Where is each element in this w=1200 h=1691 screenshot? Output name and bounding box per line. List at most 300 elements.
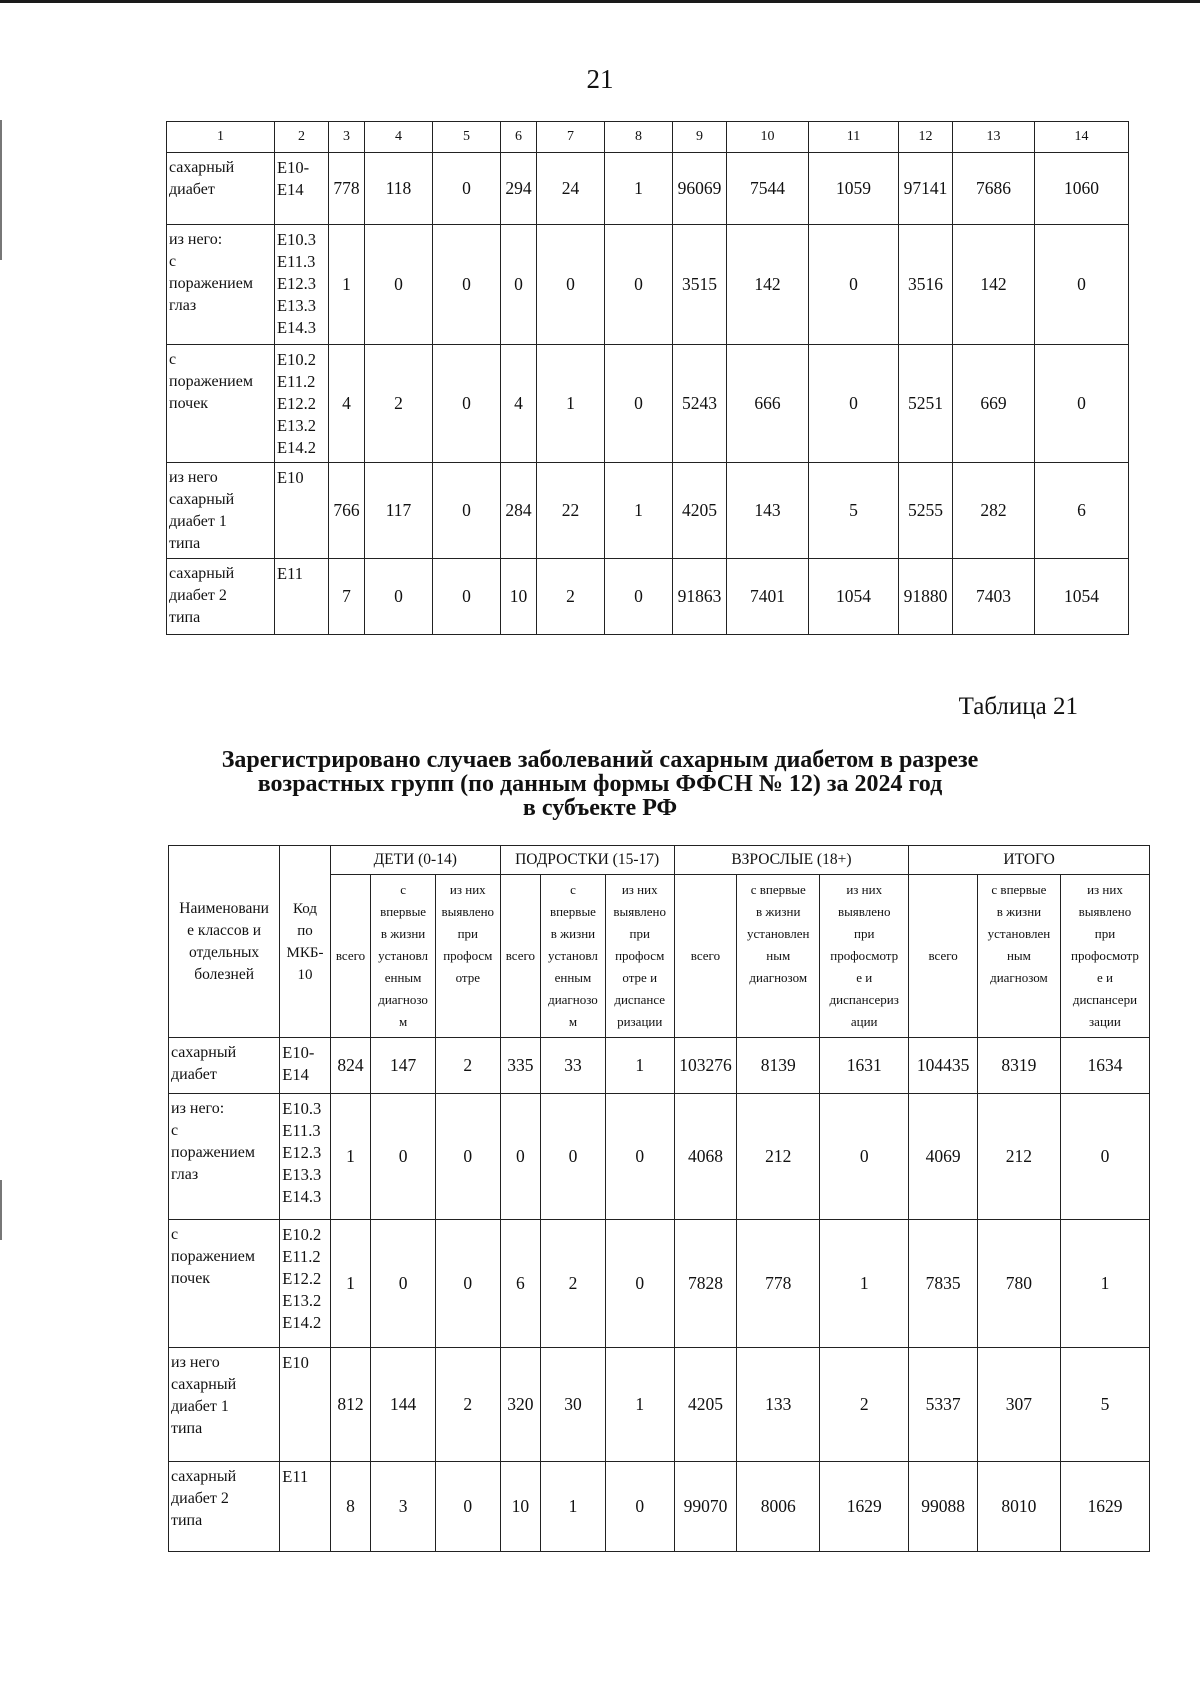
value-cell: 10 — [501, 559, 537, 635]
icd-code-line: E11.3 — [277, 252, 316, 271]
column-number: 3 — [329, 122, 365, 153]
icd-code — [280, 1038, 331, 1094]
icd-code — [275, 559, 329, 635]
value-cell: 91880 — [899, 559, 953, 635]
icd-code-line: E10 — [277, 468, 304, 487]
value-cell: 778 — [329, 153, 365, 225]
header-line: с — [570, 882, 576, 897]
value-cell: 1 — [605, 1038, 674, 1094]
icd-code-line: E14.2 — [277, 438, 316, 457]
header-line: по — [297, 922, 313, 939]
row-name — [169, 1348, 280, 1462]
value-cell: 824 — [330, 1038, 370, 1094]
header-line: при — [457, 926, 478, 941]
header-line: диспансери — [1072, 992, 1138, 1007]
table-row — [169, 1348, 1150, 1462]
value-cell: 5243 — [673, 345, 727, 463]
row-name — [167, 345, 275, 463]
value-cell: 7401 — [727, 559, 809, 635]
value-cell: 2 — [365, 345, 433, 463]
value-cell: 0 — [1035, 225, 1129, 345]
icd-code-line: E14 — [282, 1065, 309, 1084]
icd-code-line: E12.2 — [277, 394, 316, 413]
value-cell: 1054 — [809, 559, 899, 635]
value-cell: 0 — [809, 345, 899, 463]
value-cell: 766 — [329, 463, 365, 559]
icd-code-line: E13.3 — [277, 296, 316, 315]
row-name-line: диабет 1 — [171, 1398, 229, 1415]
column-number: 5 — [433, 122, 501, 153]
value-cell: 8010 — [977, 1462, 1060, 1552]
column-number: 1 — [167, 122, 275, 153]
value-cell: 778 — [737, 1220, 820, 1348]
value-cell: 4 — [329, 345, 365, 463]
header-line: отре и — [622, 970, 658, 985]
row-name — [167, 153, 275, 225]
value-cell: 0 — [809, 225, 899, 345]
column-number: 2 — [275, 122, 329, 153]
header-line: впервые — [549, 904, 596, 919]
value-cell: 4205 — [674, 1348, 737, 1462]
header-line: е классов и — [187, 921, 262, 939]
header-line: из них — [449, 882, 486, 897]
header-line: ации — [850, 1014, 878, 1029]
icd-code-line: E14.3 — [282, 1187, 322, 1206]
value-cell: 1631 — [820, 1038, 909, 1094]
row-name — [169, 1220, 280, 1348]
sub-header-new-diagnosis — [737, 875, 820, 1038]
sub-header-total: всего — [909, 875, 978, 1038]
header-line: из них — [1087, 882, 1123, 897]
header-line: енным — [384, 970, 422, 985]
icd-code — [275, 225, 329, 345]
sub-header-new-diagnosis — [541, 875, 606, 1038]
value-cell: 0 — [435, 1220, 500, 1348]
value-cell: 4068 — [674, 1094, 737, 1220]
table-row — [169, 1094, 1150, 1220]
header-line: профосмотр — [1071, 948, 1139, 963]
value-cell: 0 — [435, 1462, 500, 1552]
header-line: м — [398, 1014, 408, 1029]
row-name-line: с — [169, 351, 177, 368]
header-line: при — [1094, 926, 1116, 941]
row-name-line: диабет — [169, 181, 215, 198]
value-cell: 5 — [1060, 1348, 1149, 1462]
header-line: выявлено — [613, 904, 666, 919]
header-line: при — [629, 926, 650, 941]
value-cell: 1 — [329, 225, 365, 345]
row-name-line: поражением — [169, 373, 253, 390]
value-cell: 4205 — [673, 463, 727, 559]
value-cell: 212 — [977, 1094, 1060, 1220]
icd-code-line: E10.3 — [282, 1099, 322, 1118]
value-cell: 104435 — [909, 1038, 978, 1094]
value-cell: 142 — [953, 225, 1035, 345]
header-line: диагнозо — [378, 992, 428, 1007]
header-line: МКБ- — [286, 944, 324, 961]
header-line: в жизни — [756, 904, 801, 919]
value-cell: 5337 — [909, 1348, 978, 1462]
value-cell: 1 — [605, 153, 673, 225]
table-title — [150, 748, 1050, 820]
row-name-line: сахарный — [169, 159, 235, 176]
row-name-line: сахарный — [171, 1044, 237, 1061]
value-cell: 96069 — [673, 153, 727, 225]
value-cell: 0 — [605, 225, 673, 345]
header-line: ным — [766, 948, 791, 963]
row-name-line: почек — [169, 395, 209, 412]
value-cell: 294 — [501, 153, 537, 225]
value-cell: 0 — [435, 1094, 500, 1220]
header-line: в жизни — [996, 904, 1042, 919]
table-row — [167, 345, 1129, 463]
icd-code-line: E12.3 — [282, 1143, 322, 1162]
table-row — [167, 153, 1129, 225]
value-cell: 1060 — [1035, 153, 1129, 225]
icd-code-line: E10.3 — [277, 230, 316, 249]
age-group-header: ИТОГО — [909, 846, 1150, 875]
header-line: м — [568, 1014, 578, 1029]
value-cell: 8006 — [737, 1462, 820, 1552]
value-cell: 147 — [371, 1038, 436, 1094]
column-number: 9 — [673, 122, 727, 153]
header-line: в жизни — [550, 926, 596, 941]
value-cell: 1 — [330, 1094, 370, 1220]
table-21 — [168, 845, 1150, 1552]
age-group-header: ПОДРОСТКИ (15-17) — [500, 846, 674, 875]
table-row — [169, 1220, 1150, 1348]
value-cell: 7828 — [674, 1220, 737, 1348]
header-line: профосмотр — [830, 948, 899, 963]
value-cell: 5 — [809, 463, 899, 559]
title-line: возрастных групп (по данным формы ФФСН № 12) за 2024 год — [257, 771, 943, 797]
value-cell: 117 — [365, 463, 433, 559]
value-cell: 284 — [501, 463, 537, 559]
value-cell: 1629 — [1060, 1462, 1149, 1552]
table-row — [167, 463, 1129, 559]
header-line: диагнозо — [548, 992, 598, 1007]
icd-code-line: E10.2 — [277, 350, 316, 369]
value-cell: 0 — [500, 1094, 540, 1220]
value-cell: 5255 — [899, 463, 953, 559]
row-name — [169, 1094, 280, 1220]
value-cell: 666 — [727, 345, 809, 463]
group-header-row — [169, 846, 1150, 875]
table-row — [169, 1038, 1150, 1094]
value-cell: 1054 — [1035, 559, 1129, 635]
value-cell: 0 — [371, 1220, 436, 1348]
value-cell: 2 — [820, 1348, 909, 1462]
row-name-line: сахарный — [169, 491, 235, 508]
icd-code-line: E10- — [277, 158, 310, 177]
value-cell: 0 — [605, 559, 673, 635]
header-line: зации — [1089, 1014, 1121, 1029]
value-cell: 2 — [435, 1348, 500, 1462]
value-cell: 0 — [433, 225, 501, 345]
sub-header-total: всего — [500, 875, 540, 1038]
scan-edge-line — [0, 120, 2, 260]
header-line: профосм — [443, 948, 493, 963]
row-name-line: из него — [169, 469, 218, 486]
row-name-line: диабет 2 — [171, 1490, 229, 1507]
icd-code — [275, 463, 329, 559]
value-cell: 3515 — [673, 225, 727, 345]
icd-code — [275, 345, 329, 463]
icd-code — [280, 1462, 331, 1552]
table-row — [167, 225, 1129, 345]
value-cell: 1634 — [1060, 1038, 1149, 1094]
row-name-line: с — [169, 253, 177, 270]
value-cell: 3 — [371, 1462, 436, 1552]
icd-code-line: E11 — [282, 1467, 309, 1486]
value-cell: 5251 — [899, 345, 953, 463]
value-cell: 99070 — [674, 1462, 737, 1552]
row-name — [169, 1038, 280, 1094]
value-cell: 0 — [433, 153, 501, 225]
icd-code-line: E10.2 — [282, 1225, 322, 1244]
header-line: отре — [455, 970, 481, 985]
icd-code-line: E11.2 — [277, 372, 316, 391]
row-name-line: сахарный — [171, 1376, 237, 1393]
code-column-header — [280, 846, 331, 1038]
value-cell: 0 — [501, 225, 537, 345]
header-line: установл — [378, 948, 428, 963]
value-cell: 8139 — [737, 1038, 820, 1094]
value-cell: 1 — [820, 1220, 909, 1348]
header-line: ным — [1006, 948, 1031, 963]
value-cell: 307 — [977, 1348, 1060, 1462]
name-column-header — [169, 846, 280, 1038]
sub-header-total: всего — [330, 875, 370, 1038]
header-line: диспансериз — [829, 992, 899, 1007]
value-cell: 4069 — [909, 1094, 978, 1220]
header-line: Наименовани — [179, 899, 269, 917]
table-caption: Таблица 21 — [958, 693, 1078, 720]
value-cell: 118 — [365, 153, 433, 225]
value-cell: 143 — [727, 463, 809, 559]
icd-code-line: E10- — [282, 1043, 315, 1062]
value-cell: 91863 — [673, 559, 727, 635]
value-cell: 0 — [605, 1462, 674, 1552]
title-line: в субъекте РФ — [522, 795, 678, 821]
age-group-header: ВЗРОСЛЫЕ (18+) — [674, 846, 909, 875]
value-cell: 1 — [605, 1348, 674, 1462]
value-cell: 33 — [541, 1038, 606, 1094]
icd-code-line: E13.2 — [277, 416, 316, 435]
row-name-line: с — [171, 1226, 179, 1243]
icd-code-line: E14.3 — [277, 318, 316, 337]
value-cell: 8319 — [977, 1038, 1060, 1094]
value-cell: 812 — [330, 1348, 370, 1462]
value-cell: 1 — [1060, 1220, 1149, 1348]
header-line: профосм — [615, 948, 665, 963]
row-name-line: поражением — [169, 275, 253, 292]
value-cell: 7686 — [953, 153, 1035, 225]
row-name — [167, 225, 275, 345]
row-name-line: сахарный — [169, 565, 235, 582]
table-row — [167, 559, 1129, 635]
row-name — [167, 559, 275, 635]
sub-header-screening — [1060, 875, 1149, 1038]
column-number: 7 — [537, 122, 605, 153]
sub-header-screening — [820, 875, 909, 1038]
row-name-line: почек — [171, 1270, 211, 1287]
scan-edge-line — [0, 1180, 2, 1240]
header-line: е и — [1096, 970, 1113, 985]
sub-header-new-diagnosis — [977, 875, 1060, 1038]
header-line: в жизни — [380, 926, 426, 941]
value-cell: 0 — [433, 345, 501, 463]
row-name-line: поражением — [171, 1144, 255, 1161]
header-line: болезней — [194, 965, 255, 983]
icd-code-line: E11 — [277, 564, 303, 583]
icd-code — [280, 1094, 331, 1220]
value-cell: 1 — [330, 1220, 370, 1348]
row-name-line: типа — [169, 535, 201, 552]
sub-header-total: всего — [674, 875, 737, 1038]
header-line: ризации — [617, 1014, 663, 1029]
value-cell: 1059 — [809, 153, 899, 225]
column-number: 6 — [501, 122, 537, 153]
column-number: 4 — [365, 122, 433, 153]
icd-code-line: E14 — [277, 180, 304, 199]
value-cell: 3516 — [899, 225, 953, 345]
row-name-line: из него: — [171, 1100, 225, 1117]
header-line: отдельных — [189, 943, 260, 961]
value-cell: 1629 — [820, 1462, 909, 1552]
sub-header-screening — [605, 875, 674, 1038]
page-number: 21 — [586, 64, 614, 94]
icd-code-line: E11.3 — [282, 1121, 321, 1140]
value-cell: 4 — [501, 345, 537, 463]
header-line: диагнозом — [749, 970, 808, 985]
row-name-line: глаз — [171, 1166, 199, 1183]
column-number: 10 — [727, 122, 809, 153]
value-cell: 10 — [500, 1462, 540, 1552]
header-line: выявлено — [837, 904, 891, 919]
value-cell: 0 — [1035, 345, 1129, 463]
header-line: при — [854, 926, 875, 941]
value-cell: 0 — [433, 463, 501, 559]
page-top-border — [0, 0, 1200, 3]
icd-code-line: E10 — [282, 1353, 309, 1372]
value-cell: 2 — [435, 1038, 500, 1094]
row-name — [167, 463, 275, 559]
column-number: 8 — [605, 122, 673, 153]
value-cell: 780 — [977, 1220, 1060, 1348]
value-cell: 7544 — [727, 153, 809, 225]
value-cell: 335 — [500, 1038, 540, 1094]
header-line: с — [400, 882, 406, 897]
value-cell: 0 — [433, 559, 501, 635]
header-line: установлен — [987, 926, 1051, 941]
header-line: выявлено — [1078, 904, 1132, 919]
value-cell: 8 — [330, 1462, 370, 1552]
title-line: Зарегистрировано случаев заболеваний сахарным диабетом в разрезе — [221, 747, 979, 773]
value-cell: 99088 — [909, 1462, 978, 1552]
column-number: 12 — [899, 122, 953, 153]
value-cell: 97141 — [899, 153, 953, 225]
value-cell: 669 — [953, 345, 1035, 463]
row-name-line: типа — [171, 1420, 203, 1437]
row-name-line: диабет 2 — [169, 587, 227, 604]
value-cell: 0 — [1060, 1094, 1149, 1220]
value-cell: 133 — [737, 1348, 820, 1462]
icd-code — [280, 1348, 331, 1462]
value-cell: 1 — [605, 463, 673, 559]
value-cell: 282 — [953, 463, 1035, 559]
icd-code — [275, 153, 329, 225]
column-number-row — [167, 122, 1129, 153]
table-row — [169, 1462, 1150, 1552]
value-cell: 1 — [541, 1462, 606, 1552]
value-cell: 7403 — [953, 559, 1035, 635]
age-group-header: ДЕТИ (0-14) — [330, 846, 500, 875]
value-cell: 6 — [500, 1220, 540, 1348]
value-cell: 0 — [371, 1094, 436, 1220]
column-number: 11 — [809, 122, 899, 153]
header-line: из них — [621, 882, 658, 897]
value-cell: 0 — [605, 345, 673, 463]
value-cell: 1 — [537, 345, 605, 463]
row-name-line: из него: — [169, 231, 223, 248]
value-cell: 144 — [371, 1348, 436, 1462]
value-cell: 212 — [737, 1094, 820, 1220]
header-line: диспансе — [614, 992, 666, 1007]
row-name-line: с — [171, 1122, 179, 1139]
value-cell: 0 — [605, 1220, 674, 1348]
value-cell: 0 — [820, 1094, 909, 1220]
icd-code-line: E11.2 — [282, 1247, 321, 1266]
row-name-line: типа — [169, 609, 201, 626]
row-name-line: сахарный — [171, 1468, 237, 1485]
header-line: впервые — [380, 904, 427, 919]
header-line: установл — [548, 948, 598, 963]
icd-code-line: E12.2 — [282, 1269, 322, 1288]
value-cell: 7835 — [909, 1220, 978, 1348]
value-cell: 22 — [537, 463, 605, 559]
icd-code-line: E12.3 — [277, 274, 316, 293]
value-cell: 0 — [541, 1094, 606, 1220]
value-cell: 103276 — [674, 1038, 737, 1094]
header-line: диагнозом — [990, 970, 1048, 985]
icd-code-line: E13.3 — [282, 1165, 322, 1184]
header-line: 10 — [297, 966, 313, 983]
row-name-line: типа — [171, 1512, 203, 1529]
header-line: из них — [846, 882, 883, 897]
row-name — [169, 1462, 280, 1552]
sub-header-new-diagnosis — [371, 875, 436, 1038]
icd-code — [280, 1220, 331, 1348]
value-cell: 7 — [329, 559, 365, 635]
value-cell: 142 — [727, 225, 809, 345]
row-name-line: из него — [171, 1354, 220, 1371]
header-line: е и — [856, 970, 873, 985]
value-cell: 24 — [537, 153, 605, 225]
header-line: установлен — [746, 926, 810, 941]
table-continuation — [166, 121, 1129, 635]
value-cell: 2 — [541, 1220, 606, 1348]
value-cell: 0 — [537, 225, 605, 345]
column-number: 13 — [953, 122, 1035, 153]
row-name-line: поражением — [171, 1248, 255, 1265]
header-line: енным — [554, 970, 592, 985]
icd-code-line: E14.2 — [282, 1313, 322, 1332]
header-line: с впервые — [750, 882, 806, 897]
row-name-line: диабет 1 — [169, 513, 227, 530]
sub-header-screening — [435, 875, 500, 1038]
value-cell: 320 — [500, 1348, 540, 1462]
